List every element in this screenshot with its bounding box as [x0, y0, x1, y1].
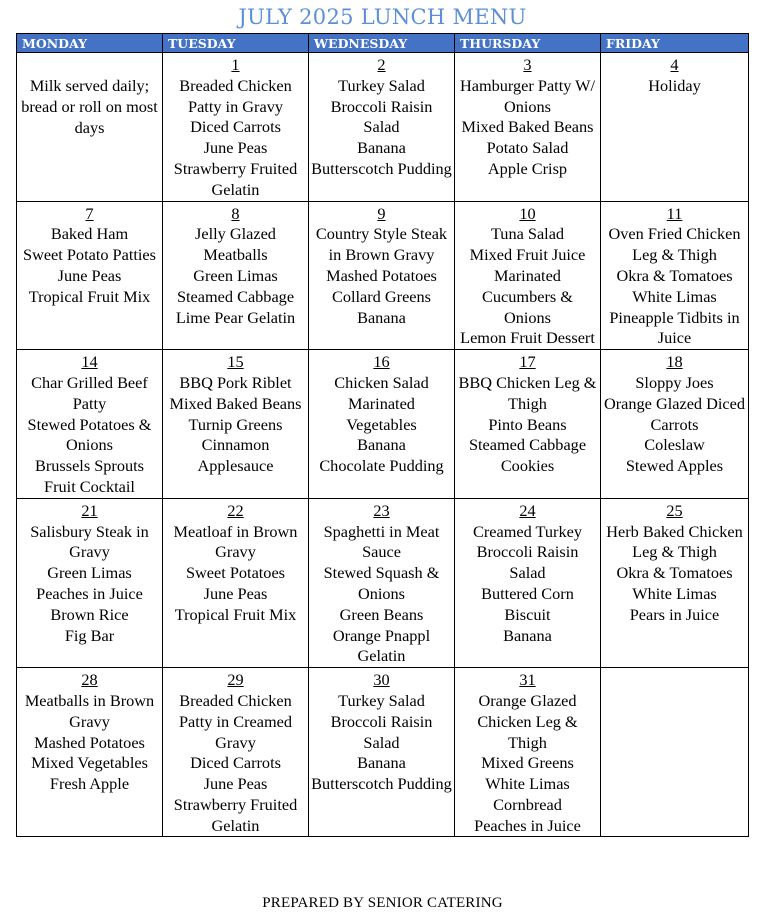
menu-item: Hamburger Patty W/ Onions — [459, 75, 596, 116]
menu-item: Jelly Glazed Meatballs — [195, 224, 276, 265]
menu-item: Cornbread — [493, 794, 562, 814]
day-number: 17 — [519, 352, 536, 372]
day-cell — [17, 53, 163, 202]
weekday-header-row — [17, 34, 749, 53]
menu-item: Turkey Salad — [338, 690, 425, 710]
week-row — [17, 201, 749, 350]
menu-item: Marinated Cucumbers & Onions — [482, 265, 573, 327]
day-number: 9 — [377, 203, 386, 223]
menu-item: Salisbury Steak in Gravy — [30, 521, 149, 562]
day-number: 25 — [666, 500, 683, 520]
menu-item: June Peas — [203, 774, 268, 794]
day-cell — [455, 668, 601, 837]
day-cell — [17, 350, 163, 499]
day-number: 7 — [85, 203, 94, 223]
menu-item: Baked Ham — [50, 224, 129, 244]
menu-item: June Peas — [203, 138, 268, 158]
menu-item: Okra & Tomatoes — [616, 265, 733, 285]
menu-title: JULY 2025 LUNCH MENU — [238, 5, 527, 29]
menu-item: Mixed Greens — [481, 753, 574, 773]
menu-item: Fruit Cocktail — [44, 476, 135, 496]
menu-item: Peaches in Juice — [474, 815, 581, 835]
menu-item: BBQ Chicken Leg & Thigh — [458, 372, 597, 413]
menu-item: Orange Glazed Chicken Leg & Thigh — [477, 690, 578, 752]
menu-item: Mixed Baked Beans — [461, 117, 594, 137]
menu-item: Okra & Tomatoes — [616, 563, 733, 583]
week-row — [17, 350, 749, 499]
menu-item: Butterscotch Pudding — [311, 158, 452, 178]
menu-item: Brussels Sprouts — [34, 456, 144, 476]
menu-item: Mashed Potatoes — [34, 732, 145, 752]
day-number: 24 — [519, 500, 536, 520]
menu-item: BBQ Pork Riblet — [179, 372, 292, 392]
menu-item: Mashed Potatoes — [326, 265, 437, 285]
day-cell — [163, 201, 309, 350]
weekday-header: WEDNESDAY — [309, 34, 455, 53]
day-cell — [309, 498, 455, 667]
day-number: 22 — [227, 500, 244, 520]
menu-item: Banana — [357, 753, 406, 773]
menu-item: Lemon Fruit Dessert — [460, 328, 595, 348]
day-number: 30 — [373, 670, 390, 690]
menu-item: Turkey Salad — [338, 75, 425, 95]
menu-item: Sloppy Joes — [635, 372, 714, 392]
menu-item: White Limas — [632, 583, 717, 603]
menu-item: Pineapple Tidbits in Juice — [609, 307, 740, 348]
menu-item: Collard Greens — [331, 286, 431, 306]
day-cell — [17, 201, 163, 350]
menu-item: Stewed Apples — [625, 456, 724, 476]
menu-item: Tropical Fruit Mix — [174, 604, 297, 624]
day-number: 23 — [373, 500, 390, 520]
menu-item: Banana — [357, 138, 406, 158]
weekday-header: THURSDAY — [455, 34, 601, 53]
weekday-header: TUESDAY — [163, 34, 309, 53]
menu-item: Tuna Salad — [490, 224, 565, 244]
day-cell — [601, 53, 749, 202]
menu-item: Mixed Baked Beans — [169, 393, 302, 413]
menu-item: Stewed Potatoes & Onions — [27, 414, 152, 455]
week-row — [17, 53, 749, 202]
day-number: 28 — [81, 670, 98, 690]
menu-item: Broccoli Raisin Salad — [476, 542, 579, 583]
menu-item: Orange Pnappl Gelatin — [332, 625, 431, 666]
menu-item: Steamed Cabbage — [468, 435, 587, 455]
day-number: 16 — [373, 352, 390, 372]
day-cell — [309, 350, 455, 499]
day-cell — [17, 498, 163, 667]
menu-item: Brown Rice — [50, 604, 129, 624]
menu-item: Turnip Greens — [188, 414, 283, 434]
weekday-header: FRIDAY — [601, 34, 749, 53]
menu-item: Strawberry Fruited Gelatin — [173, 158, 298, 199]
menu-item: Pinto Beans — [488, 414, 567, 434]
week-row — [17, 498, 749, 667]
menu-item: Meatballs in Brown Gravy — [24, 690, 155, 731]
day-cell — [601, 668, 749, 837]
menu-item: Banana — [357, 435, 406, 455]
menu-item: Pears in Juice — [629, 604, 720, 624]
menu-item: Fig Bar — [64, 625, 115, 645]
menu-item: Diced Carrots — [190, 117, 281, 137]
menu-item: Oven Fried Chicken Leg & Thigh — [608, 224, 741, 265]
menu-item: Green Beans — [339, 604, 424, 624]
menu-item: Sweet Potato Patties — [23, 245, 156, 265]
menu-item: Broccoli Raisin Salad — [330, 96, 433, 137]
day-number: 11 — [666, 203, 683, 223]
menu-item: Mixed Vegetables — [31, 753, 148, 773]
menu-item: Cinnamon Applesauce — [197, 435, 274, 476]
menu-item: Green Limas — [47, 563, 132, 583]
menu-item: Lime Pear Gelatin — [175, 307, 296, 327]
menu-item: Breaded Chicken Patty in Creamed Gravy — [178, 690, 293, 752]
menu-item: Char Grilled Beef Patty — [31, 372, 148, 413]
menu-item: Green Limas — [193, 265, 278, 285]
day-cell — [163, 668, 309, 837]
menu-item: Stewed Squash & Onions — [323, 563, 440, 603]
menu-item: Orange Glazed Diced Carrots — [603, 393, 746, 434]
day-cell — [163, 53, 309, 202]
day-number: 8 — [231, 203, 240, 223]
day-number: 2 — [377, 55, 386, 74]
menu-item: Herb Baked Chicken Leg & Thigh — [606, 521, 743, 562]
menu-item: Buttered Corn — [481, 583, 574, 603]
day-number: 18 — [666, 352, 683, 372]
menu-note: Milk served daily; bread or roll on most days — [21, 76, 158, 137]
menu-item: White Limas — [632, 286, 717, 306]
menu-item: Chicken Salad — [334, 372, 429, 392]
menu-item: Tropical Fruit Mix — [28, 286, 151, 306]
menu-item: Banana — [357, 307, 406, 327]
menu-item: Broccoli Raisin Salad — [330, 711, 433, 752]
lunch-menu-calendar — [16, 33, 749, 837]
day-number: 3 — [523, 55, 532, 74]
day-cell — [601, 498, 749, 667]
weekday-header: MONDAY — [17, 34, 163, 53]
menu-item: Creamed Turkey — [473, 521, 582, 541]
day-cell — [455, 350, 601, 499]
day-number: 14 — [81, 352, 98, 372]
menu-item: June Peas — [203, 583, 268, 603]
menu-item: Steamed Cabbage — [176, 286, 295, 306]
menu-item: Spaghetti in Meat Sauce — [323, 521, 440, 562]
menu-item: Fresh Apple — [49, 774, 130, 794]
menu-item: Strawberry Fruited Gelatin — [173, 794, 298, 835]
day-cell — [309, 668, 455, 837]
menu-item: Marinated Vegetables — [346, 393, 417, 434]
day-cell — [601, 350, 749, 499]
menu-item: June Peas — [57, 265, 122, 285]
day-cell — [455, 53, 601, 202]
day-cell — [455, 201, 601, 350]
week-row — [17, 668, 749, 837]
menu-item: Meatloaf in Brown Gravy — [173, 521, 298, 562]
day-cell — [17, 668, 163, 837]
day-cell — [455, 498, 601, 667]
menu-item: Diced Carrots — [190, 753, 281, 773]
menu-item: Apple Crisp — [487, 158, 568, 178]
day-cell — [309, 53, 455, 202]
menu-item: Country Style Steak in Brown Gravy — [315, 224, 448, 265]
day-number: 29 — [227, 670, 244, 690]
day-number: 21 — [81, 500, 98, 520]
day-number: 4 — [670, 55, 679, 74]
menu-item: Biscuit — [504, 604, 551, 624]
menu-item: Banana — [503, 625, 552, 645]
day-cell — [163, 498, 309, 667]
menu-item: White Limas — [485, 774, 570, 794]
day-number: 10 — [519, 203, 536, 223]
day-cell — [309, 201, 455, 350]
menu-item: Sweet Potatoes — [185, 563, 286, 583]
menu-item: Chocolate Pudding — [319, 456, 444, 476]
menu-item: Coleslaw — [644, 435, 705, 455]
menu-item: Mixed Fruit Juice — [469, 245, 586, 265]
day-number: 15 — [227, 352, 244, 372]
holiday-label: Holiday — [648, 75, 701, 95]
footer-credit: PREPARED BY SENIOR CATERING — [262, 895, 503, 911]
day-number: 1 — [231, 55, 240, 74]
menu-item: Potato Salad — [486, 138, 569, 158]
menu-item: Breaded Chicken Patty in Gravy — [179, 75, 292, 116]
day-cell — [163, 350, 309, 499]
menu-item: Cookies — [500, 456, 555, 476]
menu-item: Peaches in Juice — [36, 583, 143, 603]
menu-item: Butterscotch Pudding — [311, 774, 452, 794]
day-cell — [601, 201, 749, 350]
day-number: 31 — [519, 670, 536, 690]
